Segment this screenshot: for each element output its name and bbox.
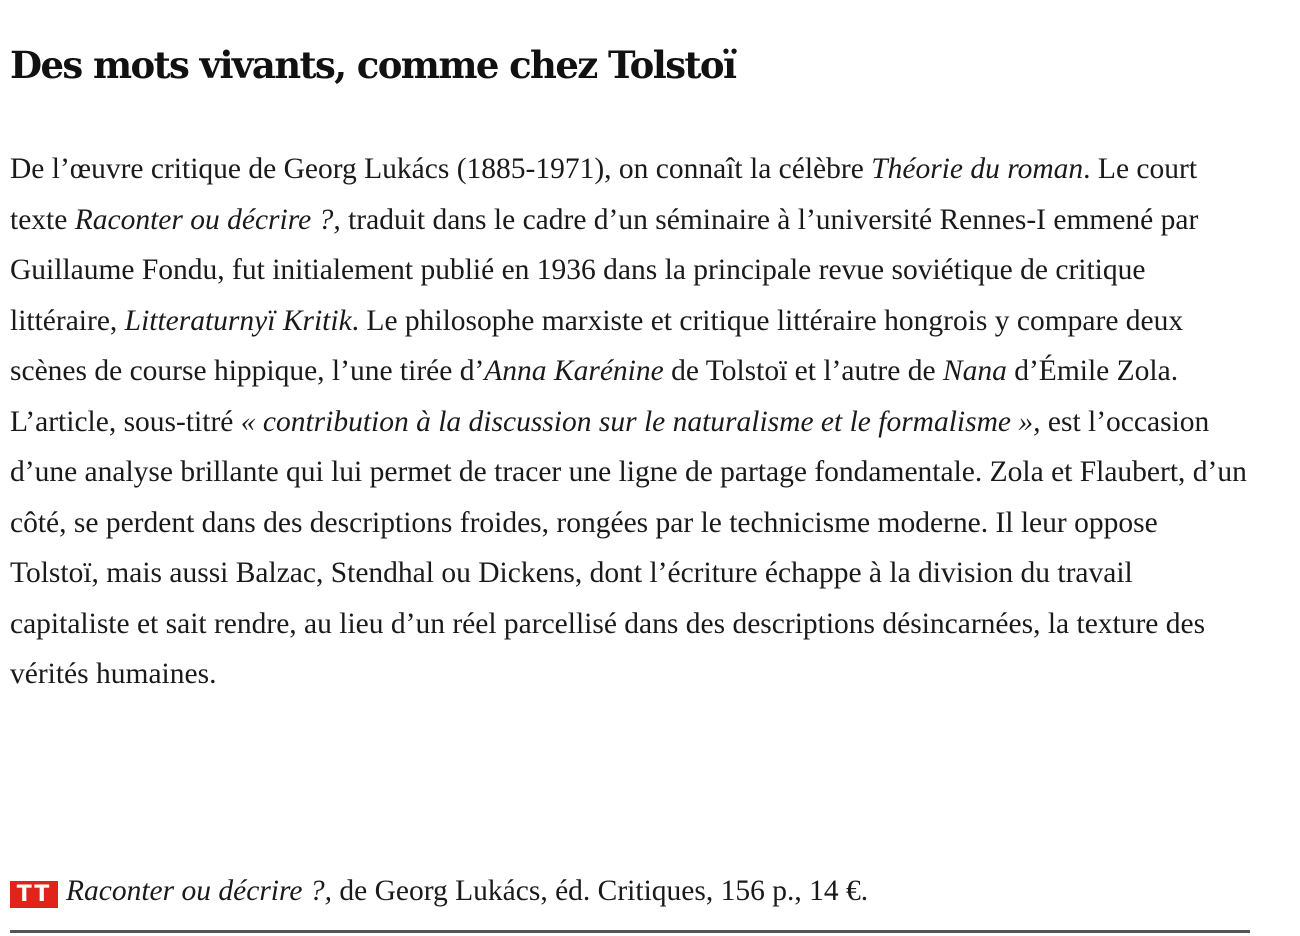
bottom-divider: [10, 930, 1250, 933]
article-subtitle-quote: « contribution à la discussion sur le naturalisme et le formalisme »,: [240, 405, 1041, 438]
journal-title-litteraturnyi-kritik: Litteraturnyï Kritik: [124, 304, 352, 337]
book-title-anna-karenine: Anna Karénine: [484, 355, 664, 387]
book-title-raconter-ou-decrire: Raconter ou décrire ?,: [74, 203, 341, 236]
article-title: Des mots vivants, comme chez Tolstoï: [10, 43, 736, 87]
body-text-segment: d’Émile Zola. L’article, sous-titré: [10, 355, 1179, 438]
body-text-segment: De l’œuvre critique de Georg Lukács (1885-1971), on connaît la célèbre: [10, 153, 872, 185]
body-text-segment: traduit dans le cadre d’un séminaire à l’université Rennes-I emmené par Guillaume Fondu, fut initialement publié en 1936 dans la principale revue soviétique de critique littéraire,: [10, 203, 1199, 337]
tt-badge-icon: TT: [10, 881, 58, 908]
credit-book-title: Raconter ou décrire ?,: [66, 875, 332, 907]
body-text-segment: de Tolstoï et l’autre de: [663, 355, 943, 387]
book-credit: [10, 866, 1250, 916]
credit-details: de Georg Lukács, éd. Critiques, 156 p., 14 €.: [331, 875, 869, 907]
body-text-segment: est l’occasion d’une analyse brillante qui lui permet de tracer une ligne de partage fondamentale. Zola et Flaubert, d’un côté, se perdent dans des descriptions froides, rongées par le technicisme moderne. Il leur oppose Tolstoï, mais aussi Balzac, Stendhal ou Dickens, dont l’écriture échappe à la division du travail capitaliste et sait rendre, au lieu d’un réel parcellisé dans des descriptions désincarnées, la texture des vérités humaines.: [10, 405, 1247, 690]
book-title-nana: Nana: [942, 355, 1007, 387]
article-body: [10, 144, 1250, 700]
body-text-segment: . Le court texte: [10, 153, 1198, 236]
book-title-theorie-du-roman: Théorie du roman: [871, 153, 1084, 185]
body-text-segment: . Le philosophe marxiste et critique littéraire hongrois y compare deux scènes de course hippique, l’une tirée d’: [10, 304, 1184, 387]
